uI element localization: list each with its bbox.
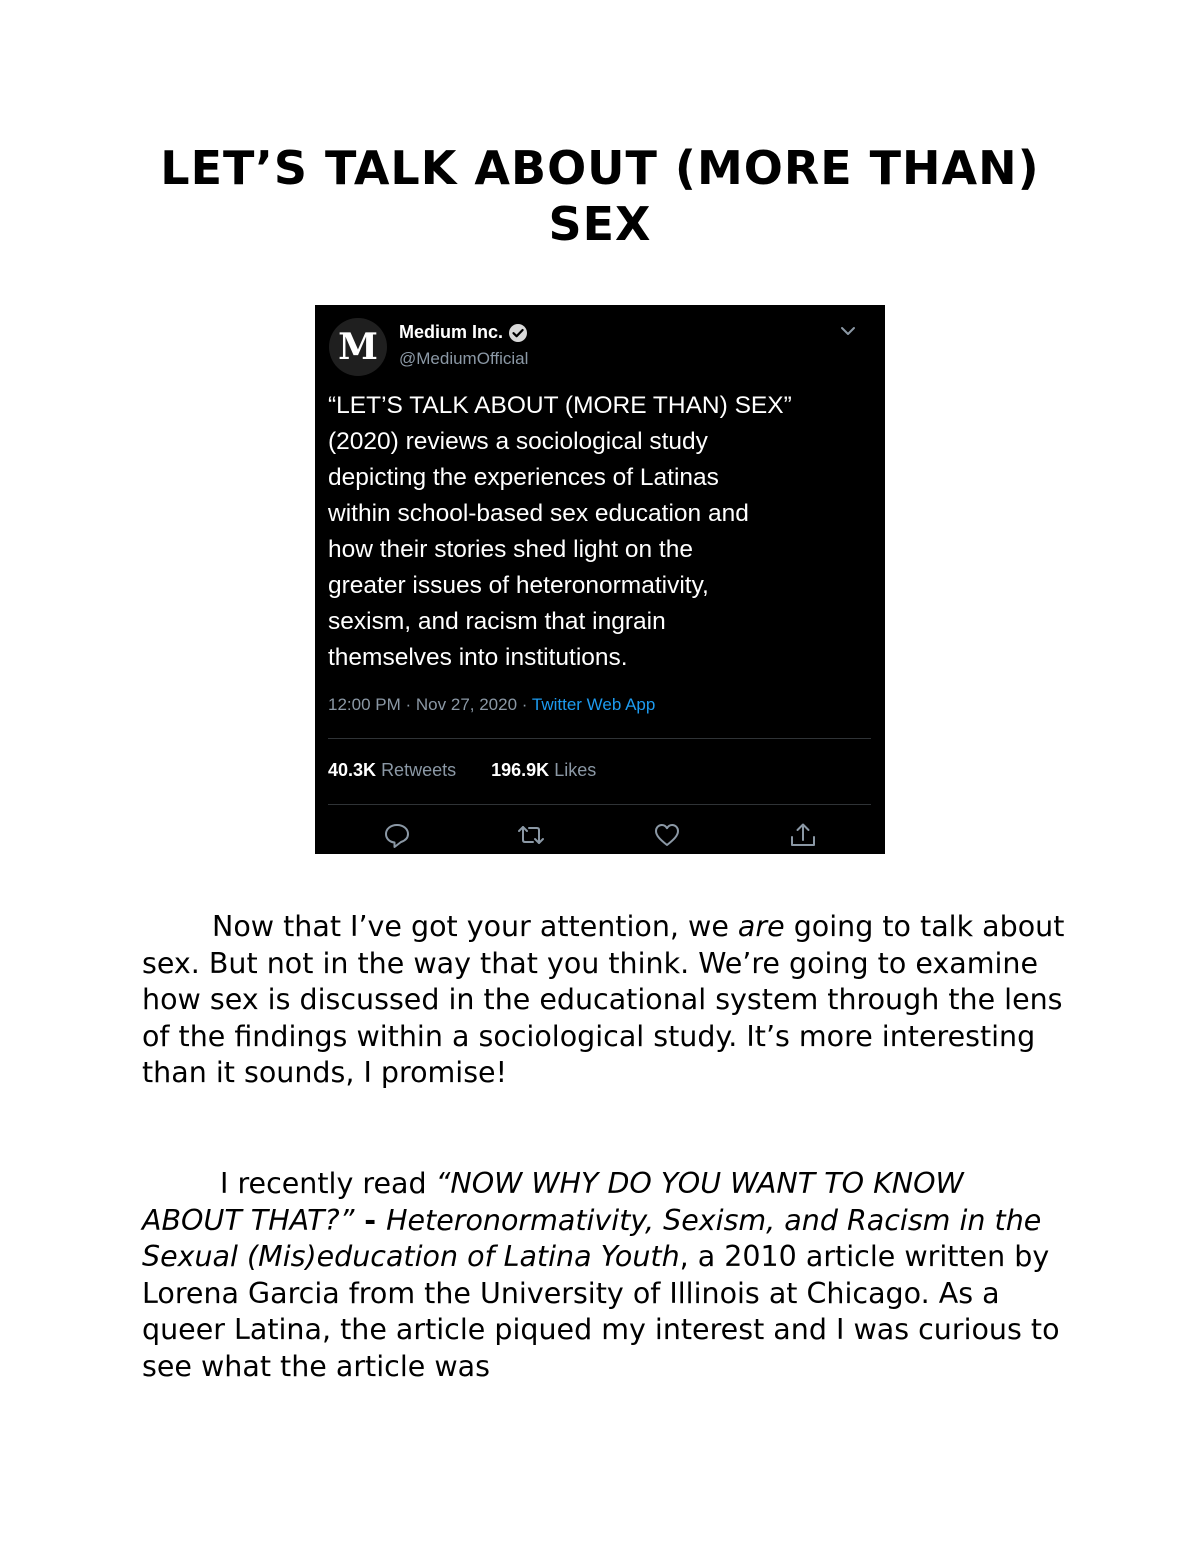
retweets-count: 40.3K <box>328 760 377 780</box>
chevron-down-icon <box>837 323 859 339</box>
tweet-source: Twitter Web App <box>531 695 656 714</box>
divider <box>328 738 871 739</box>
author-name: Medium Inc. <box>399 322 504 342</box>
page-title <box>0 140 1200 252</box>
tweet-line: sexism, and racism that ingrain <box>328 608 666 635</box>
meta-separator: · <box>521 695 528 714</box>
paragraph-text: , a 2010 article written by Lorena Garcia from the University of Illinois at Chicago. As a queer Latina, the article piqued my interest and I was curious to see what the article was <box>142 1240 1060 1383</box>
tweet-line: greater issues of heteronormativity, <box>328 572 709 599</box>
retweets-label: Retweets <box>381 760 457 780</box>
verified-badge-icon <box>508 323 528 343</box>
tweet-line: “LET’S TALK ABOUT (MORE THAN) SEX” <box>328 392 792 419</box>
title-dash: - <box>354 1203 387 1237</box>
tweet-date: Nov 27, 2020 <box>415 695 518 714</box>
title-line-1: LET’S TALK ABOUT (MORE THAN) <box>160 141 1040 195</box>
stat-retweets <box>328 760 461 780</box>
divider <box>328 804 871 805</box>
retweet-icon <box>516 821 546 849</box>
likes-label: Likes <box>554 760 597 780</box>
stat-likes <box>491 760 596 780</box>
meta-separator: · <box>405 695 412 714</box>
embedded-tweet-image <box>315 305 885 854</box>
avatar: M <box>329 318 387 376</box>
tweet-author <box>399 322 528 343</box>
article-subtitle: Heteronormativity, Sexism, and Racism in the Sexual (Mis)education of Latina Youth <box>142 1203 1042 1273</box>
tweet-meta <box>328 695 655 715</box>
paragraph-text: Now that I’ve got your attention, we <box>212 910 738 943</box>
heart-icon <box>652 821 682 849</box>
tweet-line: how their stories shed light on the <box>328 536 693 563</box>
tweet-time: 12:00 PM <box>328 695 401 714</box>
author-handle: @MediumOfficial <box>399 349 529 368</box>
tweet-stats <box>328 760 596 781</box>
body-paragraph-2 <box>142 1166 1072 1385</box>
paragraph-text: going to talk about sex. But not in the way that you think. We’re going to examine how sex is discussed in the educational system through the lens of the findings within a sociological study. It’s more interesting than it sounds, I promise! <box>142 910 1065 1089</box>
likes-count: 196.9K <box>491 760 550 780</box>
tweet-line: themselves into institutions. <box>328 644 628 671</box>
article-title: “NOW WHY DO YOU WANT TO KNOW ABOUT THAT?” <box>142 1167 964 1237</box>
tweet-line: within school-based sex education and <box>328 500 749 527</box>
body-paragraph-1 <box>142 909 1072 1092</box>
tweet-text <box>328 388 868 676</box>
tweet-line: depicting the experiences of Latinas <box>328 464 719 491</box>
title-line-2: SEX <box>548 197 652 251</box>
share-icon <box>788 821 818 849</box>
emphasis-text: are <box>737 910 785 943</box>
reply-icon <box>382 821 412 849</box>
paragraph-text: I recently read <box>220 1167 436 1200</box>
tweet-line: (2020) reviews a sociological study <box>328 428 708 455</box>
